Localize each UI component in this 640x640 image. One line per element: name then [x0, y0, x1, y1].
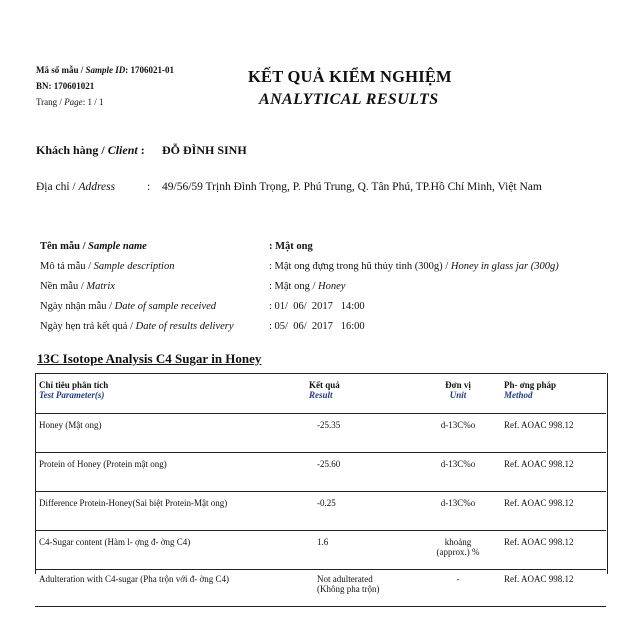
table-row — [35, 531, 606, 570]
sample-values — [269, 237, 559, 337]
address-label: Địa chỉ / Address — [36, 181, 116, 193]
cell-method: Ref. AOAC 998.12 — [504, 492, 606, 531]
cell-unit: d-13C%o — [412, 492, 504, 531]
sample-value-description: : Mật ong đựng trong hũ thủy tinh (300g) / Honey in glass jar (300g) — [269, 261, 559, 272]
client-label: Khách hàng / Client : — [36, 143, 145, 157]
header-unit: Đơn vị Unit — [412, 374, 504, 414]
table-row — [35, 453, 606, 492]
cell-method: Ref. AOAC 998.12 — [504, 531, 606, 570]
section-title: 13C Isotope Analysis C4 Sugar in Honey — [37, 351, 262, 366]
address-value: 49/56/59 Trịnh Đình Trọng, P. Phú Trung, Q. Tân Phú, TP.Hồ Chí Minh, Việt Nam — [162, 181, 542, 193]
table-row — [35, 570, 606, 607]
cell-param: C4-Sugar content (Hàm l- ợng đ- ờng C4) — [35, 531, 309, 570]
cell-result: Not adulterated (Không pha trộn) — [309, 570, 412, 607]
cell-method: Ref. AOAC 998.12 — [504, 414, 606, 453]
cell-method: Ref. AOAC 998.12 — [504, 453, 606, 492]
cell-result: -25.60 — [309, 453, 412, 492]
sample-label-received: Ngày nhận mẫu / Date of sample received — [40, 301, 217, 312]
title-en: ANALYTICAL RESULTS — [259, 91, 439, 108]
results-table — [35, 373, 606, 607]
title-vn: KẾT QUẢ KIỂM NGHIỆM — [248, 67, 452, 86]
page-indicator: Trang / Page: 1 / 1 — [36, 97, 104, 107]
cell-result: -0.25 — [309, 492, 412, 531]
sample-label-delivery: Ngày hẹn trả kết quả / Date of results delivery — [40, 321, 234, 332]
cell-param: Honey (Mật ong) — [35, 414, 309, 453]
sample-label-name: Tên mẫu / Sample name — [40, 241, 147, 252]
cell-param: Difference Protein-Honey(Sai biệt Protein-Mật ong) — [35, 492, 309, 531]
sample-value-received: : 01/ 06/ 2017 14:00 — [269, 301, 365, 312]
cell-param: Protein of Honey (Protein mật ong) — [35, 453, 309, 492]
address-colon: : — [147, 181, 151, 193]
header-method: Ph- ơng pháp Method — [504, 374, 606, 414]
header-param: Chỉ tiêu phân tích Test Parameter(s) — [35, 374, 309, 414]
cell-param: Adulteration with C4-sugar (Pha trộn với đ- ờng C4) — [35, 570, 309, 607]
table-row — [35, 492, 606, 531]
cell-result: -25.35 — [309, 414, 412, 453]
sample-id: Mã số mẫu / Sample ID: 1706021-01 — [36, 65, 175, 75]
sample-label-description: Mô tả mẫu / Sample description — [40, 261, 175, 272]
cell-method: Ref. AOAC 998.12 — [504, 570, 606, 607]
sample-labels — [40, 237, 234, 337]
table-header-row — [35, 374, 606, 414]
sample-label-matrix: Nền mẫu / Matrix — [40, 281, 115, 292]
table-row — [35, 414, 606, 453]
client-name: ĐỖ ĐÌNH SINH — [162, 143, 247, 157]
cell-unit: d-13C%o — [412, 414, 504, 453]
sample-value-delivery: : 05/ 06/ 2017 16:00 — [269, 321, 365, 332]
sample-value-matrix: : Mật ong / Honey — [269, 281, 346, 292]
header-result: Kết quả Result — [309, 374, 412, 414]
cell-unit: - — [412, 570, 504, 607]
batch-number: BN: 170601021 — [36, 81, 95, 91]
cell-result: 1.6 — [309, 531, 412, 570]
sample-value-name: : Mật ong — [269, 241, 313, 252]
cell-unit: khoảng (approx.) % — [412, 531, 504, 570]
cell-unit: d-13C%o — [412, 453, 504, 492]
